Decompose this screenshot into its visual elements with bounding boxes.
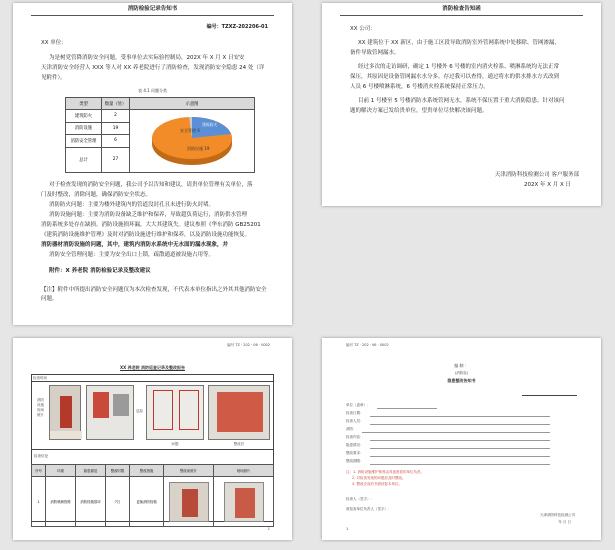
- header-rule: [31, 15, 274, 16]
- form-field: 消防：: [346, 427, 357, 431]
- field-line: [370, 416, 550, 417]
- table-cell: 2: [102, 110, 130, 123]
- table-cell: 更换消防栓箱: [130, 477, 164, 527]
- before-photo-cell: [164, 477, 214, 527]
- form-field: 整改要求：: [346, 451, 364, 455]
- red-note: 2. 对检查发现的问题应及时整改。: [352, 476, 406, 480]
- underline: [522, 395, 577, 396]
- field-line: [370, 440, 550, 441]
- attachment-line: 附件：X 养老院 消防检验记录及整改建议: [49, 268, 151, 274]
- field-line: [370, 464, 550, 465]
- document-page-3: [13, 338, 292, 540]
- salutation: XX 单位：: [41, 40, 67, 46]
- form-field: 检查人员：: [346, 419, 364, 423]
- footer-left: 被检查单位负责人（签字）：: [346, 507, 392, 511]
- conclusion-label: 检查结论: [34, 454, 48, 458]
- form-field: 单位（盖章）：: [346, 403, 371, 407]
- doc-number: 编号：TZXZ-202206-01: [206, 24, 268, 30]
- letter-line: 人员 6 号楼喷淋系统，6 号楼消火栓系统保持正常压力。: [350, 84, 489, 90]
- site-photo: [208, 385, 270, 440]
- form-field: 检查日期：: [346, 411, 364, 415]
- field-line: [362, 432, 550, 433]
- site-photo: [86, 385, 134, 440]
- field-line: [377, 408, 437, 409]
- after-photo: [224, 482, 264, 522]
- document-page-4: [322, 338, 601, 540]
- document-page-1: [13, 3, 292, 325]
- page-header-title: 消防检验记录告知书: [127, 6, 178, 12]
- before-photo: [169, 482, 209, 522]
- page-number: 1: [267, 527, 270, 531]
- form-title-line: 编 制 ：: [454, 363, 469, 368]
- table-cell: 消防设施: [66, 122, 102, 135]
- footer-right: 天津消防科技检测公司: [540, 513, 575, 517]
- table-header: 序号: [32, 465, 46, 477]
- red-note: 注：1. 消防设施维护保养由具备资质的单位负责。: [346, 470, 424, 474]
- table-cell: 消防栓箱损坏: [76, 477, 106, 527]
- table-header: 整改时限: [106, 465, 130, 477]
- form-field: 整改期限：: [346, 459, 364, 463]
- para2-line: 门及时整改，消除问题，确保消防安全状态。: [41, 192, 152, 198]
- table-cell: 消防安全管理: [66, 135, 102, 148]
- para2-line: 《建筑消防设施维护管理》及时对消防设施进行维护和保养，以及消防设施功能恢复。: [41, 232, 251, 238]
- field-line: [370, 456, 550, 457]
- check-time-label: 检查时间: [33, 376, 47, 380]
- photo-col-label: 消防设施现场照片: [37, 398, 44, 417]
- table-header: 整改措施: [130, 465, 164, 477]
- form-title-line: (消防检): [454, 371, 469, 375]
- para2-line: 消防安全管理问题：主要为安全出口上锁，疏散通道被设施占用等。: [49, 252, 215, 258]
- page-number: 1: [346, 527, 349, 531]
- table-cell: 27: [102, 147, 130, 172]
- salutation: XX 公司：: [350, 26, 376, 32]
- sign-company: 天津消防科技检测公司 客户服务部: [494, 172, 579, 178]
- header-number: 编号 TZ · 202 · 06 · 0002: [227, 343, 270, 347]
- header-number: 编号 TZ · 202 · 06 · 0002: [346, 343, 389, 347]
- form-title-line: 隐患整改告知书: [447, 378, 476, 383]
- footer-left: 检查人（签字）：: [346, 497, 374, 501]
- body-line-2: 天津消防安全经营人 XXX 等人对 XX 养老院进行了消防检查，发现消防安全隐患 24 处（详: [41, 65, 265, 71]
- middle-label: 巡检: [136, 409, 143, 413]
- form-field: 检查内容：: [346, 435, 364, 439]
- report-title: XX 养老院 消防巡查记录及整改报告: [120, 365, 185, 370]
- document-page-2: [322, 3, 601, 206]
- red-note: 3. 整改完成后书面回复本单位。: [352, 482, 402, 486]
- para2-line: 对于检查发现的消防安全问题，我公司予以告知和建议，请贵单位管理有关单位，落: [49, 182, 253, 188]
- sign-date: 202X 年 X 月 X 日: [523, 182, 571, 188]
- table-rule: [31, 381, 274, 382]
- table-header: 整改前照片: [164, 465, 214, 477]
- form-field: 隐患情况：: [346, 443, 364, 447]
- table-cell: 消防喷淋管路: [46, 477, 76, 527]
- photo-caption: 问题: [171, 442, 179, 446]
- letter-line: 目前 1 号楼至 5 号楼消防水系统管网无水，系统不保压置于重大消防隐患。针对该问: [358, 98, 565, 104]
- issue-detail-table: [31, 464, 274, 527]
- table-cell: 6: [102, 135, 130, 148]
- field-line: [370, 424, 550, 425]
- table-header: 示意图: [130, 98, 255, 110]
- table-cell: 1: [32, 477, 46, 527]
- body-line-3: 见附件）。: [41, 75, 66, 81]
- header-rule: [340, 15, 583, 16]
- site-photo: [146, 385, 204, 440]
- para2-line: 消防防火问题：主要为楼外建筑内的管道没封孔且未进行防火封堵。: [49, 202, 215, 208]
- table-cell: 19: [102, 122, 130, 135]
- letter-line: 保压，其原因是设备管网漏水水分多。存过我可以查得，通过将水的供水排水方式改到: [350, 74, 560, 80]
- table-header: 环境: [46, 465, 76, 477]
- table-header: 隐患描述: [76, 465, 106, 477]
- table-cell: 建筑防火: [66, 110, 102, 123]
- table-cell: 7日: [106, 477, 130, 527]
- letter-line: 经过多次的走访调研，确定 1 号楼外 6 号楼的室内消火栓系、喷淋系统均无法正常: [358, 64, 559, 70]
- para2-line: 消防设施问题：主要为消防设备缺乏维护和保养，导致超负荷运行，消防供水管理: [49, 212, 248, 218]
- footer-right: 年 月 日: [558, 520, 571, 524]
- para2-line: 消防器材消防设施的问题，其中，建筑内消防水系统中无水面的漏水现象，并: [41, 242, 229, 248]
- body-line-1: 为是树党管降消防安全问题，受事单位去实际验控制局，202X 年 X 月 X 日安安: [49, 55, 245, 61]
- table-header: 类型: [66, 98, 102, 110]
- note-text: 【注】附件中所提出消防安全问题仅为本次检查发现，不代表本单位指出之外其其他消防安全问题。: [41, 287, 267, 302]
- site-photo: [49, 385, 81, 440]
- after-photo-cell: [214, 477, 274, 527]
- photo-caption: 整改后: [233, 442, 245, 446]
- letter-line: 题的解决方案已发给贵单位，望贵单位尽快解决该问题。: [350, 108, 488, 114]
- pie-label: 建筑防火: [202, 122, 218, 127]
- issue-table: [65, 97, 255, 173]
- page-header-title: 消防检查告知函: [442, 6, 481, 12]
- pie-label: 消防设施 19: [187, 146, 210, 151]
- letter-line: XX 建筑位于 XX 新区，由于施工区段导致消防室外管网系统中处移除、管网渗漏、: [358, 40, 560, 46]
- para2-line: 消防系统多处存在缺损。消防设施损坏漏，大大其建筑失。建议参照《华东消防 GB25201: [41, 222, 261, 228]
- table-cell: 总计: [66, 147, 102, 172]
- table-caption: 表 4.1 问题分类: [138, 88, 167, 93]
- pie-label: 安全管理 6: [180, 128, 200, 133]
- table-header: 数量（处）: [102, 98, 130, 110]
- pie-chart: [142, 110, 242, 170]
- field-line: [370, 448, 550, 449]
- pie-chart-cell: [130, 110, 255, 173]
- table-header: 现场照片: [214, 465, 274, 477]
- letter-line: 备件导致管网漏水。: [350, 50, 400, 56]
- table-rule: [31, 449, 274, 450]
